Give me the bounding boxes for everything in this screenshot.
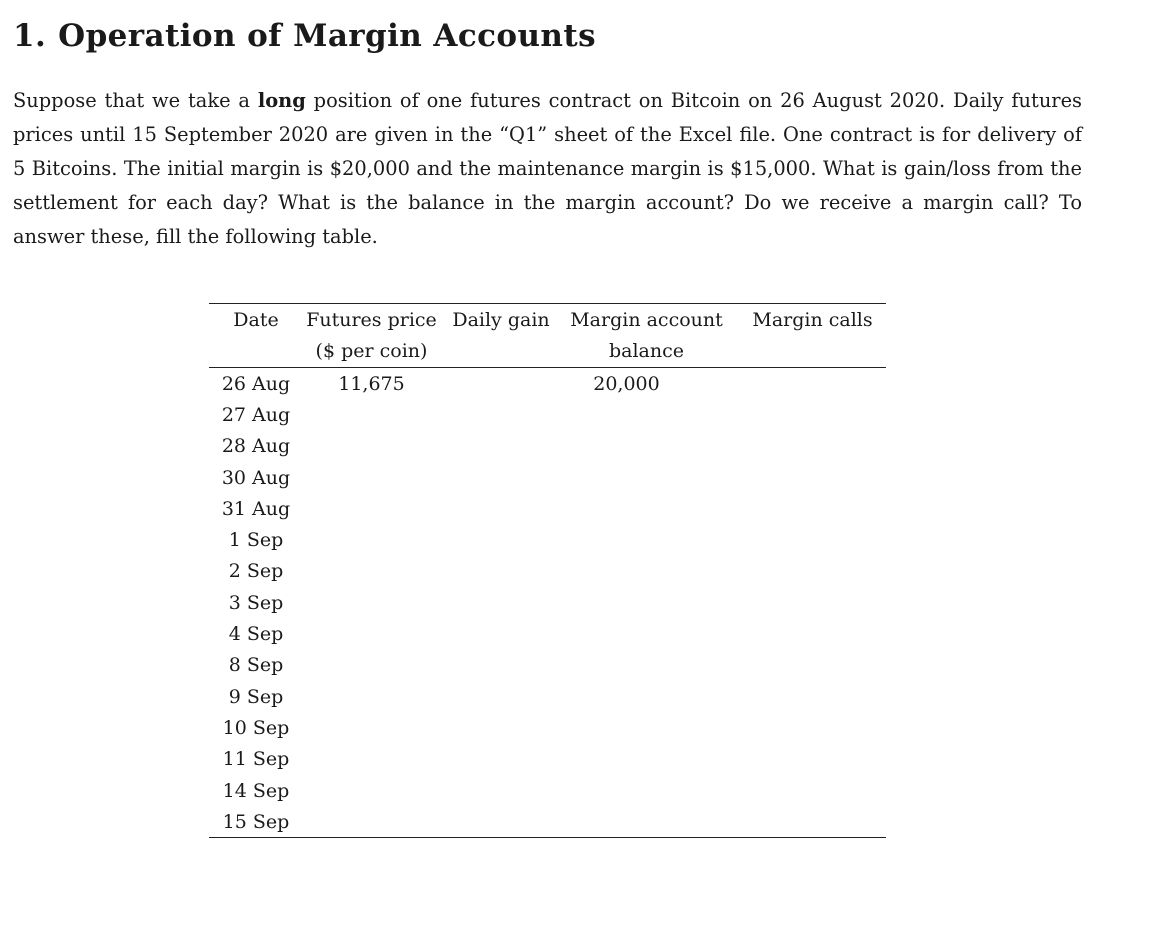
cell-date-value: 14 Sep — [222, 779, 290, 802]
cell-futures-price — [303, 431, 448, 462]
cell-date-value: 2 Sep — [228, 560, 284, 583]
table-row — [209, 587, 886, 618]
cell-margin-balance-value: 20,000 — [593, 372, 660, 395]
cell-futures-price — [303, 368, 448, 400]
header-daily-gain: Daily gain — [448, 304, 554, 336]
cell-daily-gain — [448, 806, 554, 838]
cell-margin-call — [739, 775, 886, 806]
cell-daily-gain — [448, 650, 554, 681]
cell-margin-call — [739, 806, 886, 838]
margin-table — [209, 303, 886, 838]
cell-date-value: 9 Sep — [228, 685, 284, 708]
cell-margin-balance — [554, 556, 739, 587]
table-row — [209, 681, 886, 712]
cell-daily-gain — [448, 368, 554, 400]
cell-date-value: 30 Aug — [221, 466, 291, 489]
cell-futures-price — [303, 587, 448, 618]
cell-margin-balance — [554, 399, 739, 430]
cell-date-value: 28 Aug — [221, 435, 291, 458]
cell-date-value: 31 Aug — [221, 497, 291, 520]
cell-futures-price — [303, 712, 448, 743]
table-body — [209, 368, 886, 838]
cell-margin-call — [739, 681, 886, 712]
cell-margin-balance — [554, 587, 739, 618]
cell-margin-call — [739, 556, 886, 587]
question-paragraph — [13, 84, 1082, 254]
cell-margin-balance — [554, 681, 739, 712]
header-row-2 — [209, 335, 886, 368]
cell-date — [209, 681, 303, 712]
table-row — [209, 556, 886, 587]
cell-daily-gain — [448, 618, 554, 649]
table-row — [209, 462, 886, 493]
cell-daily-gain — [448, 524, 554, 555]
cell-date — [209, 556, 303, 587]
cell-date-value: 8 Sep — [228, 654, 284, 677]
question-text-rest: position of one futures contract on Bitcoin on 26 August 2020. Daily futures prices until 15 September 2020 are given in the “Q1” sheet of the Excel file. One contract is for delivery of 5 Bitcoins. The initial margin is $20,000 and the maintenance margin is $15,000. What is gain/loss from the settlement for each day? What is the balance in the margin account? Do we receive a margin call? To answer these, fill the following table. — [13, 89, 1082, 248]
cell-daily-gain — [448, 399, 554, 430]
table-row — [209, 806, 886, 838]
table-row — [209, 399, 886, 430]
table-row — [209, 775, 886, 806]
header-margin-balance-sub: balance — [554, 335, 739, 368]
cell-margin-call — [739, 618, 886, 649]
header-date-sub — [209, 335, 303, 368]
header-futures-price — [303, 304, 448, 336]
cell-margin-call — [739, 431, 886, 462]
cell-margin-balance — [554, 712, 739, 743]
cell-daily-gain — [448, 744, 554, 775]
cell-daily-gain — [448, 431, 554, 462]
cell-margin-balance — [554, 368, 739, 400]
cell-futures-price — [303, 524, 448, 555]
table-row — [209, 524, 886, 555]
cell-date-value: 1 Sep — [228, 529, 284, 552]
table-row — [209, 712, 886, 743]
table-row — [209, 493, 886, 524]
header-daily-gain-sub — [448, 335, 554, 368]
cell-futures-price — [303, 556, 448, 587]
cell-date-value: 11 Sep — [222, 748, 290, 771]
cell-daily-gain — [448, 462, 554, 493]
cell-margin-call — [739, 399, 886, 430]
header-row-1 — [209, 304, 886, 336]
cell-date — [209, 462, 303, 493]
table-row — [209, 368, 886, 400]
cell-date-value: 10 Sep — [222, 716, 290, 739]
table-row — [209, 431, 886, 462]
cell-margin-balance — [554, 806, 739, 838]
cell-date — [209, 368, 303, 400]
cell-futures-price — [303, 493, 448, 524]
cell-date-value: 27 Aug — [221, 403, 291, 426]
cell-date-value: 4 Sep — [228, 623, 284, 646]
cell-margin-balance — [554, 744, 739, 775]
header-date: Date — [209, 304, 303, 336]
cell-date — [209, 806, 303, 838]
header-futures-price-line1: Futures price — [306, 308, 437, 331]
header-margin-calls: Margin calls — [739, 304, 886, 336]
cell-date — [209, 493, 303, 524]
cell-margin-call — [739, 493, 886, 524]
cell-margin-balance — [554, 431, 739, 462]
table-row — [209, 650, 886, 681]
cell-daily-gain — [448, 775, 554, 806]
cell-date — [209, 587, 303, 618]
header-margin-balance: Margin account — [554, 304, 739, 336]
cell-date — [209, 744, 303, 775]
cell-futures-price — [303, 681, 448, 712]
cell-margin-call — [739, 462, 886, 493]
section-heading — [13, 18, 596, 54]
table-header — [209, 304, 886, 368]
cell-margin-call — [739, 744, 886, 775]
cell-date — [209, 524, 303, 555]
cell-daily-gain — [448, 556, 554, 587]
cell-margin-call — [739, 587, 886, 618]
cell-futures-price — [303, 650, 448, 681]
cell-margin-balance — [554, 618, 739, 649]
cell-margin-call — [739, 368, 886, 400]
cell-margin-balance — [554, 462, 739, 493]
cell-futures-price-value: 11,675 — [338, 372, 405, 395]
cell-margin-balance — [554, 524, 739, 555]
cell-margin-balance — [554, 493, 739, 524]
cell-date — [209, 650, 303, 681]
question-bold-word: long — [257, 89, 306, 112]
table-row — [209, 618, 886, 649]
cell-margin-call — [739, 524, 886, 555]
cell-date — [209, 399, 303, 430]
cell-futures-price — [303, 399, 448, 430]
cell-date-value: 26 Aug — [221, 372, 291, 395]
cell-margin-balance — [554, 650, 739, 681]
cell-futures-price — [303, 618, 448, 649]
cell-date-value: 15 Sep — [222, 810, 290, 833]
cell-daily-gain — [448, 681, 554, 712]
cell-daily-gain — [448, 712, 554, 743]
cell-margin-call — [739, 712, 886, 743]
cell-daily-gain — [448, 493, 554, 524]
cell-futures-price — [303, 806, 448, 838]
cell-date — [209, 431, 303, 462]
question-text-start: Suppose that we take a — [13, 89, 258, 112]
cell-date — [209, 775, 303, 806]
section-title: Operation of Margin Accounts — [58, 18, 596, 54]
cell-margin-call — [739, 650, 886, 681]
cell-date — [209, 712, 303, 743]
cell-margin-balance — [554, 775, 739, 806]
header-futures-price-line2: ($ per coin) — [315, 340, 428, 362]
header-futures-price-unit — [303, 335, 448, 368]
cell-date — [209, 618, 303, 649]
cell-date-value: 3 Sep — [228, 591, 284, 614]
cell-daily-gain — [448, 587, 554, 618]
header-margin-calls-sub — [739, 335, 886, 368]
cell-futures-price — [303, 462, 448, 493]
cell-futures-price — [303, 775, 448, 806]
table-row — [209, 744, 886, 775]
cell-futures-price — [303, 744, 448, 775]
section-number: 1. — [13, 18, 47, 54]
